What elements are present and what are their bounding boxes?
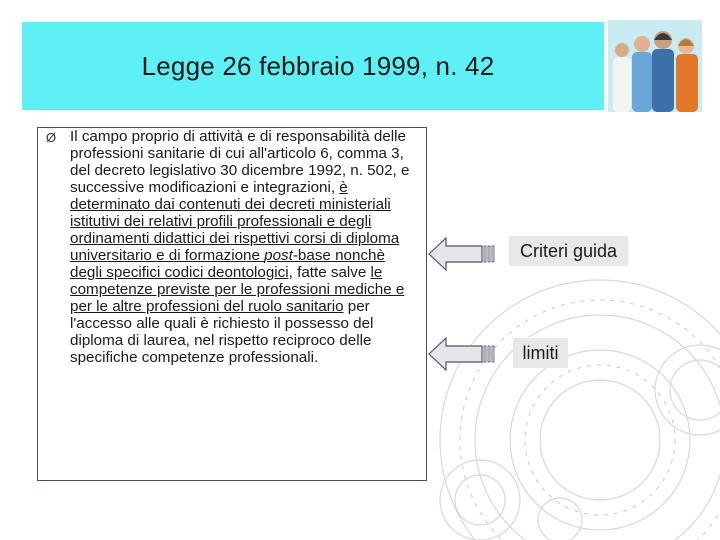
- arrow-left-icon: [428, 336, 498, 372]
- law-paragraph: [70, 128, 418, 366]
- para-underlined-1: è determinato dai contenuti dei decreti ministeriali istitutivi dei relativi profili professionali e degli ordinamenti didattici dei rispettivi corsi di diploma universitario e di formazione: [70, 179, 400, 264]
- para-text-1: Il campo proprio di attività e di responsabilità delle professioni sanitarie di cui all'articolo 6, comma 3, del decreto legislativo 30 dicembre 1992, n. 502, e successive modificazioni e integrazioni,: [70, 128, 410, 196]
- arrow-left-icon: [428, 236, 498, 272]
- bullet-arrow-icon: Ø: [46, 130, 57, 145]
- label-criteri-guida: Criteri guida: [509, 236, 628, 266]
- healthcare-staff-photo: [608, 20, 702, 112]
- content-box: [37, 127, 427, 481]
- slide-title: Legge 26 febbraio 1999, n. 42: [141, 50, 495, 81]
- para-underlined-2: -base nonchè degli specifici codici deontologici: [70, 247, 385, 281]
- para-text-2: , fatte salve: [288, 264, 371, 281]
- label-limiti: limiti: [513, 338, 568, 368]
- title-bar: [22, 22, 604, 110]
- para-text-3: per l'accesso alle quali è richiesto il possesso del diploma di laurea, nel rispetto reciproco delle specifiche competenze professionali.: [70, 298, 374, 366]
- para-underlined-italic: post: [264, 247, 293, 264]
- para-underlined-3: le competenze previste per le professioni mediche e per le altre professioni del ruolo sanitario: [70, 264, 405, 315]
